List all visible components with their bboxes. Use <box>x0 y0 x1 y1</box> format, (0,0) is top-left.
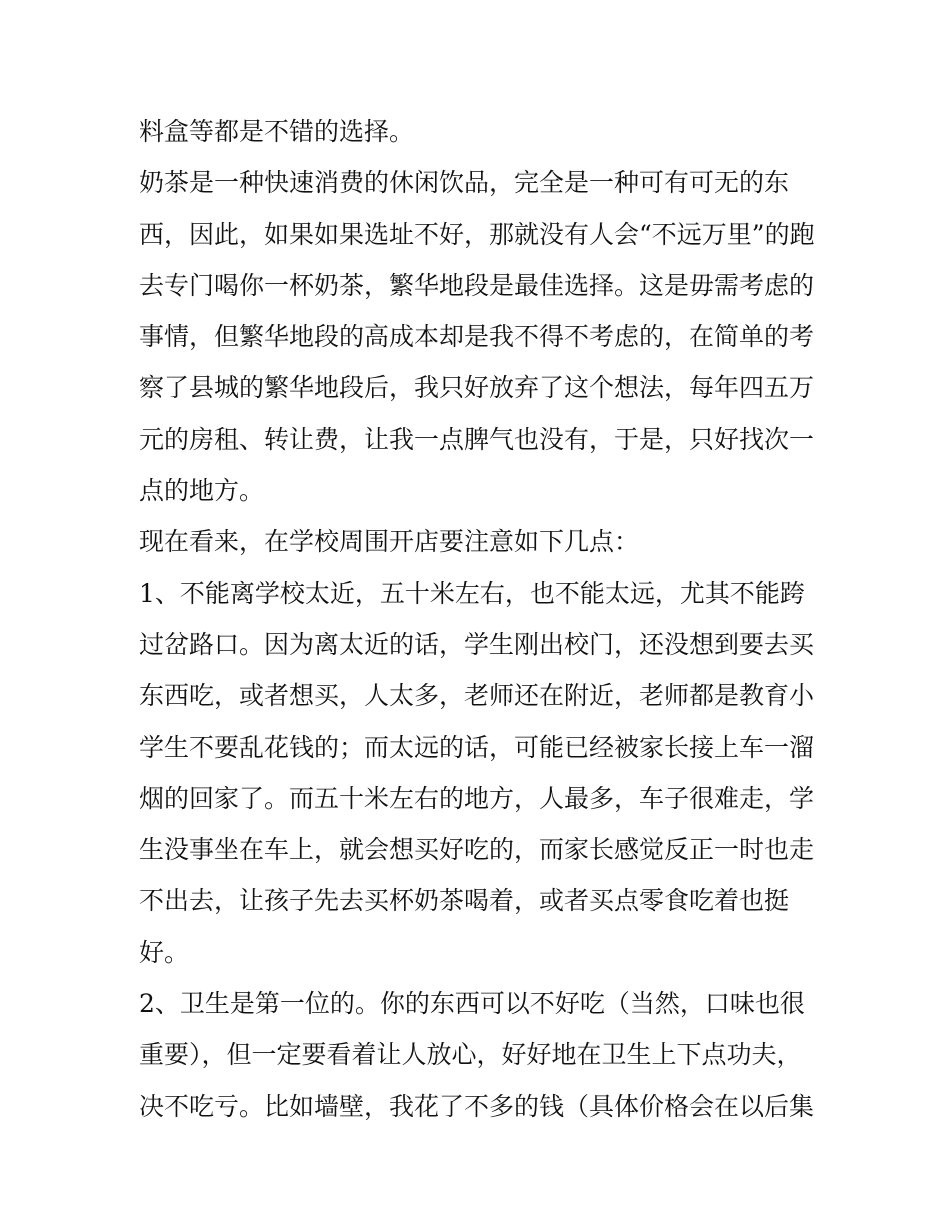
text-line: 东西吃，或者想买，人太多，老师还在附近，老师都是教育小 <box>139 681 815 711</box>
text-line: 决不吃亏。比如墙壁，我花了不多的钱（具体价格会在以后集 <box>139 1091 815 1121</box>
text-line: 点的地方。 <box>139 476 265 506</box>
text-line: 察了县城的繁华地段后，我只好放弃了这个想法，每年四五万 <box>139 373 815 403</box>
text-line: 重要），但一定要看着让人放心，好好地在卫生上下点功夫， <box>139 1040 802 1070</box>
text-line: 学生不要乱花钱的；而太远的话，可能已经被家长接上车一溜 <box>139 732 815 762</box>
text-line: 生没事坐在车上，就会想买好吃的，而家长感觉反正一时也走 <box>139 835 815 865</box>
text-line: 奶茶是一种快速消费的休闲饮品，完全是一种可有可无的东 <box>139 168 790 198</box>
text-line: 事情，但繁华地段的高成本却是我不得不考虑的，在简单的考 <box>139 322 815 352</box>
text-line: 元的房租、转让费，让我一点脾气也没有，于是，只好找次一 <box>139 424 815 454</box>
text-line: 好。 <box>139 937 190 967</box>
document-body <box>139 106 819 1132</box>
text-line: 料盒等都是不错的选择。 <box>139 117 415 146</box>
text-line: 2、卫生是第一位的。你的东西可以不好吃（当然，口味也很 <box>139 989 805 1019</box>
text-line: 去专门喝你一杯奶茶，繁华地段是最佳选择。这是毋需考虑的 <box>139 270 815 300</box>
text-line: 现在看来，在学校周围开店要注意如下几点： <box>139 527 640 557</box>
text-line: 不出去，让孩子先去买杯奶茶喝着，或者买点零食吃着也挺 <box>139 886 790 916</box>
text-line: 1、不能离学校太近，五十米左右，也不能太远，尤其不能跨 <box>139 578 805 608</box>
text-line: 西，因此，如果如果选址不好，那就没有人会“不远万里”的跑 <box>139 219 815 249</box>
text-line: 烟的回家了。而五十米左右的地方，人最多，车子很难走，学 <box>139 783 815 813</box>
text-line: 过岔路口。因为离太近的话，学生刚出校门，还没想到要去买 <box>139 629 815 659</box>
